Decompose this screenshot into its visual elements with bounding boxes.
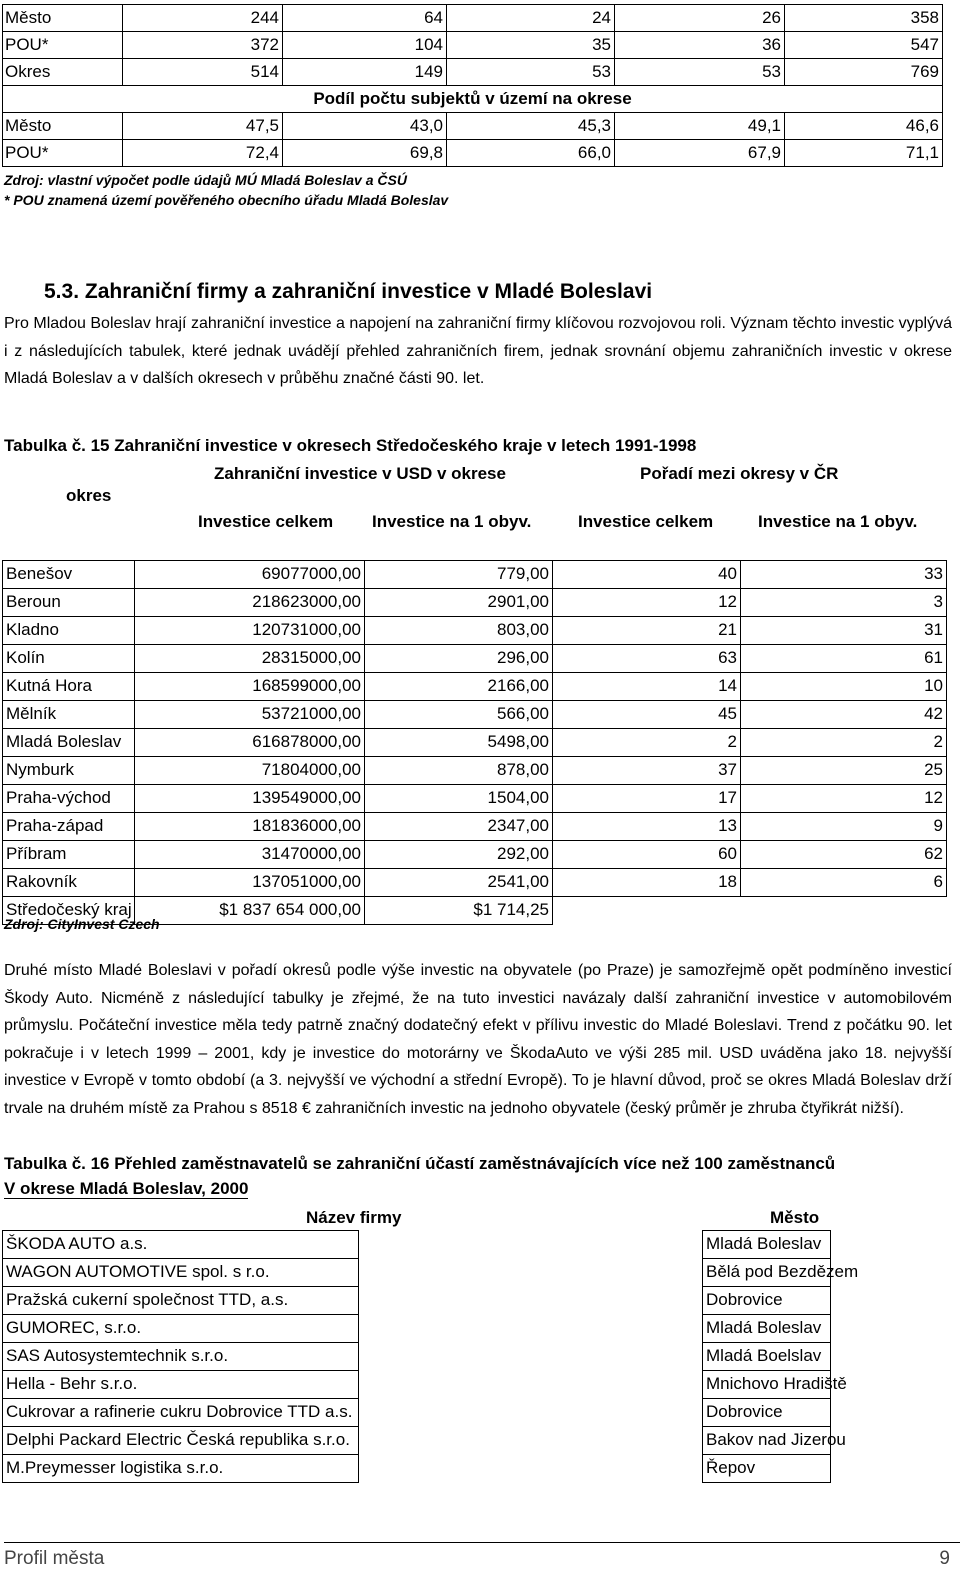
- spacer-cell: [359, 1427, 703, 1455]
- footer-title: Profil města: [4, 1548, 105, 1569]
- table15-header: [0, 458, 960, 530]
- subjects-table: [2, 4, 943, 167]
- value-cell: 547: [785, 32, 943, 59]
- header-firm-name: Název firmy: [306, 1208, 402, 1227]
- table-row: [3, 1343, 831, 1371]
- table-row: [3, 5, 943, 32]
- value-cell: 769: [785, 59, 943, 86]
- value-cell: 40: [553, 561, 741, 589]
- city-name: Dobrovice: [703, 1399, 831, 1427]
- value-cell: 26: [615, 5, 785, 32]
- value-cell: 45: [553, 701, 741, 729]
- value-cell: 514: [123, 59, 283, 86]
- row-label: Město: [3, 113, 123, 140]
- row-label: POU*: [3, 140, 123, 167]
- table-row: [3, 1259, 831, 1287]
- header-rank-group: Pořadí mezi okresy v ČR: [640, 464, 839, 483]
- spacer-cell: [359, 1315, 703, 1343]
- value-cell: 244: [123, 5, 283, 32]
- value-cell: 616878000,00: [135, 729, 365, 757]
- intro-paragraph: Pro Mladou Boleslav hrají zahraniční investice a napojení na zahraniční firmy klíčovou rozvojovou roli. Význam těchto investic vyplývá i z následujících tabulek, které jednak uvádějí přehled zahraničních firem, jednak srovnání objemu zahraničních investic v okrese Mladá Boleslav a v dalších okresech v průběhu značné části 90. let.: [4, 315, 952, 388]
- value-cell: 2: [741, 729, 947, 757]
- value-cell: 28315000,00: [135, 645, 365, 673]
- value-cell: 878,00: [365, 757, 553, 785]
- table-row: [3, 1371, 831, 1399]
- firm-name: WAGON AUTOMOTIVE spol. s r.o.: [3, 1259, 359, 1287]
- value-cell: 37: [553, 757, 741, 785]
- table-row: [3, 1399, 831, 1427]
- district-name: Mladá Boleslav: [3, 729, 135, 757]
- header-okres: okres: [66, 486, 112, 505]
- value-cell: 1504,00: [365, 785, 553, 813]
- district-name: Benešov: [3, 561, 135, 589]
- footer-rule: [4, 1542, 960, 1543]
- district-name: Rakovník: [3, 869, 135, 897]
- city-name: Mnichovo Hradiště: [703, 1371, 831, 1399]
- table-row: [3, 673, 947, 701]
- table-row: [3, 59, 943, 86]
- body-paragraph: Druhé místo Mladé Boleslavi v pořadí okresů podle výše investic na obyvatele (po Praze) je samozřejmě opět podmíněno investicí Škody Auto. Nicméně z následující tabulky je zřejmé, že na tuto investici navázaly další zahraniční investice v automobilovém průmyslu. Počáteční investice měla tedy patrně značný dodatečný efekt v přílivu investic do Mladé Boleslavi. Trend z počátku 90. let pokračuje i v letech 1999 – 2001, kdy je investice do motorárny ve ŠkodaAuto ve výši 285 mil. USD uváděna jako 18. nejvyšší investice v Evropě v tomto období (a 3. nejvyšší ve východní a střední Evropě). To je hlavní důvod, proč se okres Mladá Boleslav drží trvale na druhém místě za Prahou s 8518 € zahraničních investic na jednoho obyvatele (český průměr je zhruba čtyřikrát nižší).: [4, 962, 952, 1117]
- table15-source: Zdroj: CityInvest Czech: [4, 916, 160, 932]
- header-per-capita-1: Investice na 1 obyv.: [372, 512, 532, 531]
- value-cell: [741, 897, 947, 925]
- caption-line2-text: V okrese Mladá Boleslav, 2000: [4, 1179, 249, 1198]
- city-name: Mladá Boleslav: [703, 1315, 831, 1343]
- district-name: Praha-západ: [3, 813, 135, 841]
- table-row: [3, 1455, 831, 1483]
- spacer-cell: [359, 1231, 703, 1259]
- spacer-cell: [359, 1371, 703, 1399]
- value-cell: 53: [615, 59, 785, 86]
- header-total-1: Investice celkem: [198, 512, 334, 531]
- city-name: Mladá Boleslav: [703, 1231, 831, 1259]
- value-cell: 120731000,00: [135, 617, 365, 645]
- value-cell: 31: [741, 617, 947, 645]
- value-cell: 358: [785, 5, 943, 32]
- source-line: Zdroj: vlastní výpočet podle údajů MÚ Mladá Boleslav a ČSÚ: [4, 172, 407, 188]
- source-note-top: [4, 170, 448, 210]
- city-name: Bakov nad Jizerou: [703, 1427, 831, 1455]
- value-cell: 45,3: [447, 113, 615, 140]
- investment-table: [2, 560, 947, 925]
- row-label: Město: [3, 5, 123, 32]
- value-cell: 24: [447, 5, 615, 32]
- value-cell: 292,00: [365, 841, 553, 869]
- value-cell: 3: [741, 589, 947, 617]
- district-name: Mělník: [3, 701, 135, 729]
- value-cell: 49,1: [615, 113, 785, 140]
- value-cell: 372: [123, 32, 283, 59]
- district-name: Kladno: [3, 617, 135, 645]
- firm-name: M.Preymesser logistika s.r.o.: [3, 1455, 359, 1483]
- value-cell: 2166,00: [365, 673, 553, 701]
- value-cell: 566,00: [365, 701, 553, 729]
- value-cell: 21: [553, 617, 741, 645]
- table16-caption: Tabulka č. 16 Přehled zaměstnavatelů se zahraniční účastí zaměstnávajících více než 100 zaměstnanců: [4, 1154, 836, 1173]
- table-row: [3, 869, 947, 897]
- value-cell: 31470000,00: [135, 841, 365, 869]
- value-cell: 2901,00: [365, 589, 553, 617]
- table-row: [3, 113, 943, 140]
- value-cell: 12: [553, 589, 741, 617]
- table-row: [3, 561, 947, 589]
- value-cell: 168599000,00: [135, 673, 365, 701]
- city-name: Řepov: [703, 1455, 831, 1483]
- value-cell: 33: [741, 561, 947, 589]
- district-name: Příbram: [3, 841, 135, 869]
- value-cell: 296,00: [365, 645, 553, 673]
- value-cell: 10: [741, 673, 947, 701]
- firm-name: Delphi Packard Electric Česká republika s.r.o.: [3, 1427, 359, 1455]
- spacer-cell: [359, 1343, 703, 1371]
- table-row: [3, 589, 947, 617]
- value-cell: 779,00: [365, 561, 553, 589]
- value-cell: 69077000,00: [135, 561, 365, 589]
- spacer-cell: [359, 1287, 703, 1315]
- value-cell: 36: [615, 32, 785, 59]
- value-cell: 43,0: [283, 113, 447, 140]
- footnote-line: * POU znamená území pověřeného obecního úřadu Mladá Boleslav: [4, 192, 449, 208]
- subtitle-share: Podíl počtu subjektů v území na okrese: [3, 86, 943, 113]
- value-cell: 137051000,00: [135, 869, 365, 897]
- value-cell: 63: [553, 645, 741, 673]
- value-cell: 803,00: [365, 617, 553, 645]
- value-cell: 2347,00: [365, 813, 553, 841]
- row-label: POU*: [3, 32, 123, 59]
- spacer-cell: [359, 1455, 703, 1483]
- table-row: [3, 645, 947, 673]
- header-investment-group: Zahraniční investice v USD v okrese: [214, 464, 506, 483]
- value-cell: 25: [741, 757, 947, 785]
- value-cell: 139549000,00: [135, 785, 365, 813]
- table16-caption-line2: [4, 1177, 248, 1200]
- value-cell: 18: [553, 869, 741, 897]
- firm-name: Hella - Behr s.r.o.: [3, 1371, 359, 1399]
- table16-header: [0, 1204, 960, 1230]
- header-city: Město: [770, 1208, 820, 1227]
- spacer-cell: [359, 1259, 703, 1287]
- firm-name: ŠKODA AUTO a.s.: [3, 1231, 359, 1259]
- value-cell: 72,4: [123, 140, 283, 167]
- value-cell: 12: [741, 785, 947, 813]
- value-cell: 218623000,00: [135, 589, 365, 617]
- value-cell: 46,6: [785, 113, 943, 140]
- page-number: 9: [939, 1548, 950, 1569]
- header-per-capita-2: Investice na 1 obyv.: [758, 512, 918, 531]
- value-cell: 2: [553, 729, 741, 757]
- value-cell: 35: [447, 32, 615, 59]
- value-cell: 149: [283, 59, 447, 86]
- city-name: Bělá pod Bezdězem: [703, 1259, 831, 1287]
- table-row: [3, 757, 947, 785]
- value-cell: 42: [741, 701, 947, 729]
- firm-name: Pražská cukerní společnost TTD, a.s.: [3, 1287, 359, 1315]
- value-cell: 71,1: [785, 140, 943, 167]
- value-cell: 47,5: [123, 113, 283, 140]
- city-name: Mladá Boelslav: [703, 1343, 831, 1371]
- value-cell: 67,9: [615, 140, 785, 167]
- value-cell: $1 837 654 000,00: [135, 897, 365, 925]
- district-name: Beroun: [3, 589, 135, 617]
- value-cell: 2541,00: [365, 869, 553, 897]
- city-name: Dobrovice: [703, 1287, 831, 1315]
- value-cell: 62: [741, 841, 947, 869]
- table-row: [3, 701, 947, 729]
- employers-table: [2, 1230, 859, 1483]
- row-label: Okres: [3, 59, 123, 86]
- value-cell: 53721000,00: [135, 701, 365, 729]
- header-total-2: Investice celkem: [578, 512, 714, 531]
- value-cell: 5498,00: [365, 729, 553, 757]
- value-cell: 60: [553, 841, 741, 869]
- value-cell: 61: [741, 645, 947, 673]
- table-row: [3, 785, 947, 813]
- value-cell: 64: [283, 5, 447, 32]
- table-row: [3, 1231, 831, 1259]
- value-cell: $1 714,25: [365, 897, 553, 925]
- value-cell: 14: [553, 673, 741, 701]
- firm-name: SAS Autosystemtechnik s.r.o.: [3, 1343, 359, 1371]
- table-row: [3, 841, 947, 869]
- spacer-cell: [359, 1399, 703, 1427]
- value-cell: 17: [553, 785, 741, 813]
- table-row: [3, 617, 947, 645]
- value-cell: 181836000,00: [135, 813, 365, 841]
- value-cell: 13: [553, 813, 741, 841]
- firm-name: Cukrovar a rafinerie cukru Dobrovice TTD a.s.: [3, 1399, 359, 1427]
- district-name: Nymburk: [3, 757, 135, 785]
- value-cell: 9: [741, 813, 947, 841]
- district-name: Praha-východ: [3, 785, 135, 813]
- table-row: [3, 1287, 831, 1315]
- table-row: [3, 32, 943, 59]
- table-row: [3, 813, 947, 841]
- table15-caption: Tabulka č. 15 Zahraniční investice v okresech Středočeského kraje v letech 1991-1998: [4, 436, 697, 455]
- firm-name: GUMOREC, s.r.o.: [3, 1315, 359, 1343]
- district-name: Kolín: [3, 645, 135, 673]
- table-row: [3, 1427, 831, 1455]
- value-cell: [553, 897, 741, 925]
- table-row: [3, 140, 943, 167]
- section-heading: 5.3. Zahraniční firmy a zahraniční investice v Mladé Boleslavi: [44, 280, 653, 303]
- district-name: Kutná Hora: [3, 673, 135, 701]
- value-cell: 104: [283, 32, 447, 59]
- table-row: [3, 1315, 831, 1343]
- district-name: Středočeský kraj: [3, 897, 135, 925]
- value-cell: 53: [447, 59, 615, 86]
- value-cell: 6: [741, 869, 947, 897]
- value-cell: 69,8: [283, 140, 447, 167]
- table-row: [3, 729, 947, 757]
- value-cell: 71804000,00: [135, 757, 365, 785]
- value-cell: 66,0: [447, 140, 615, 167]
